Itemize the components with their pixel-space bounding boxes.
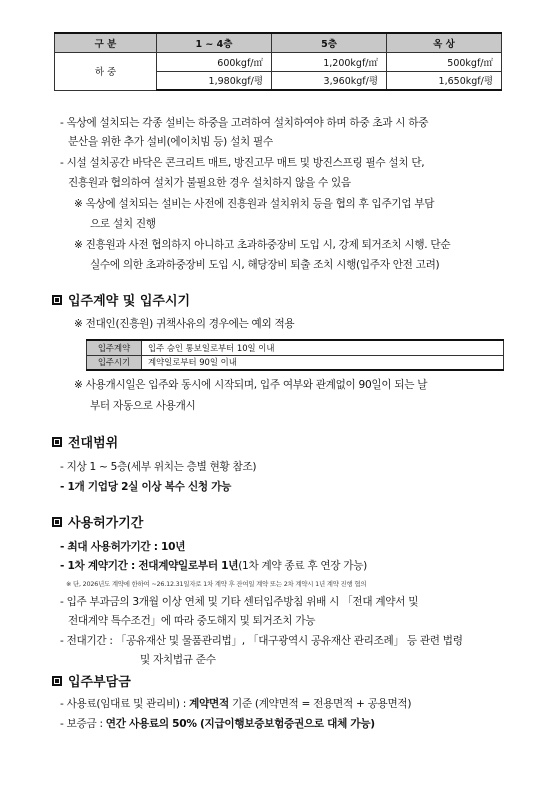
row-label-load: 하 중 bbox=[55, 52, 157, 90]
note-line: 실수에 의한 초과하중장비 도입 시, 해당장비 퇴출 조치 시행(입주자 안전 고려) bbox=[90, 259, 440, 271]
body-line: - 1개 기업당 2실 이상 복수 신청 가능 bbox=[60, 481, 232, 493]
table-cell: 500kgf/㎡ bbox=[387, 52, 502, 71]
section-heading-contract bbox=[52, 290, 190, 309]
table-cell: 3,960kgf/평 bbox=[272, 71, 387, 90]
body-line-part: - 보증금 : bbox=[60, 718, 106, 730]
table-cell-label: 입주시기 bbox=[87, 355, 142, 370]
body-line: 및 자치법규 준수 bbox=[140, 654, 216, 666]
section-title: 사용허가기간 bbox=[68, 516, 144, 531]
small-note: ※ 단, 2026년도 계약에 한하여 ~26.12.31일자로 1차 계약 후 잔여일 계약 또는 2차 계약시 1년 계약 진행 협의 bbox=[66, 580, 367, 588]
body-line: 전대계약 특수조건」에 따라 중도해지 및 퇴거조치 가능 bbox=[68, 615, 316, 627]
body-line: - 지상 1 ~ 5층(세부 위치는 층별 현황 참조) bbox=[60, 461, 257, 473]
body-line: - 전대기간 : 「공유재산 및 물품관리법」, 「대구광역시 공유재산 관리조례」 등 관련 법령 bbox=[60, 635, 463, 647]
body-line-part: - 사용료(임대료 및 관리비) : bbox=[60, 698, 190, 710]
table-header: 5층 bbox=[272, 33, 387, 52]
section-heading-period bbox=[52, 512, 143, 531]
table-header: 1 ~ 4층 bbox=[157, 33, 272, 52]
square-bullet-icon bbox=[52, 437, 62, 447]
section-heading-scope bbox=[52, 432, 118, 451]
note-line: 부터 자동으로 사용개시 bbox=[90, 400, 196, 412]
body-line-bold: 계약면적 bbox=[189, 698, 229, 710]
table-cell: 1,650kgf/평 bbox=[387, 71, 502, 90]
section-title: 입주계약 및 입주시기 bbox=[68, 294, 191, 309]
body-line-rest: (1차 계약 종료 후 연장 가능) bbox=[238, 560, 367, 572]
table-header: 구 분 bbox=[55, 33, 157, 52]
note-line: ※ 옥상에 설치되는 설비는 사전에 진흥원과 설치위치 등을 협의 후 입주기업 부담 bbox=[74, 198, 435, 210]
note-line: 으로 설치 진행 bbox=[90, 218, 156, 230]
table-cell: 입주 승인 통보일로부터 10일 이내 bbox=[142, 340, 504, 355]
body-line bbox=[60, 696, 411, 711]
table-header: 옥 상 bbox=[387, 33, 502, 52]
body-line-bold: 연간 사용료의 50% (지급이행보증보험증권으로 대체 가능) bbox=[105, 718, 375, 730]
note-line: ※ 사용개시일은 입주와 동시에 시작되며, 입주 여부와 관계없이 90일이 되는 날 bbox=[74, 379, 428, 391]
table-cell: 1,980kgf/평 bbox=[157, 71, 272, 90]
note-line: ※ 진흥원과 사전 협의하지 아니하고 초과하중장비 도입 시, 강제 퇴거조치 시행. 단순 bbox=[74, 239, 451, 251]
table-cell: 600kgf/㎡ bbox=[157, 52, 272, 71]
note-line: 진흥원과 협의하여 설치가 불필요한 경우 설치하지 않을 수 있음 bbox=[68, 177, 351, 189]
table-cell: 계약일로부터 90일 이내 bbox=[142, 355, 504, 370]
section-heading-charges bbox=[52, 671, 131, 690]
note-line: ※ 전대인(진흥원) 귀책사유의 경우에는 예외 적용 bbox=[74, 318, 295, 330]
body-line bbox=[60, 716, 375, 731]
section-title: 전대범위 bbox=[68, 436, 119, 451]
contract-period-table bbox=[86, 339, 504, 371]
square-bullet-icon bbox=[52, 517, 62, 527]
table-cell: 1,200kgf/㎡ bbox=[272, 52, 387, 71]
body-line: - 입주 부과금의 3개월 이상 연체 및 기타 센터입주방침 위배 시 「전대 계약서 및 bbox=[60, 596, 419, 608]
body-line bbox=[60, 558, 367, 573]
table-cell-label: 입주계약 bbox=[87, 340, 142, 355]
body-line-bold: - 1차 계약기간 : 전대계약일로부터 1년 bbox=[60, 560, 239, 572]
note-line: - 옥상에 설치되는 각종 설비는 하중을 고려하여 설치하여야 하며 하중 초과 시 하중 bbox=[60, 117, 429, 129]
section-title: 입주부담금 bbox=[68, 675, 131, 690]
note-line: 분산을 위한 추가 설비(에이치빔 등) 설치 필수 bbox=[68, 136, 273, 148]
body-line: - 최대 사용허가기간 : 10년 bbox=[60, 541, 186, 553]
note-line: - 시설 설치공간 바닥은 콘크리트 매트, 방진고무 매트 및 방진스프링 필수 설치 단, bbox=[60, 157, 425, 169]
square-bullet-icon bbox=[52, 295, 62, 305]
load-table bbox=[54, 32, 502, 91]
body-line-part: 기준 (계약면적 = 전용면적 + 공용면적) bbox=[228, 698, 412, 710]
square-bullet-icon bbox=[52, 676, 62, 686]
